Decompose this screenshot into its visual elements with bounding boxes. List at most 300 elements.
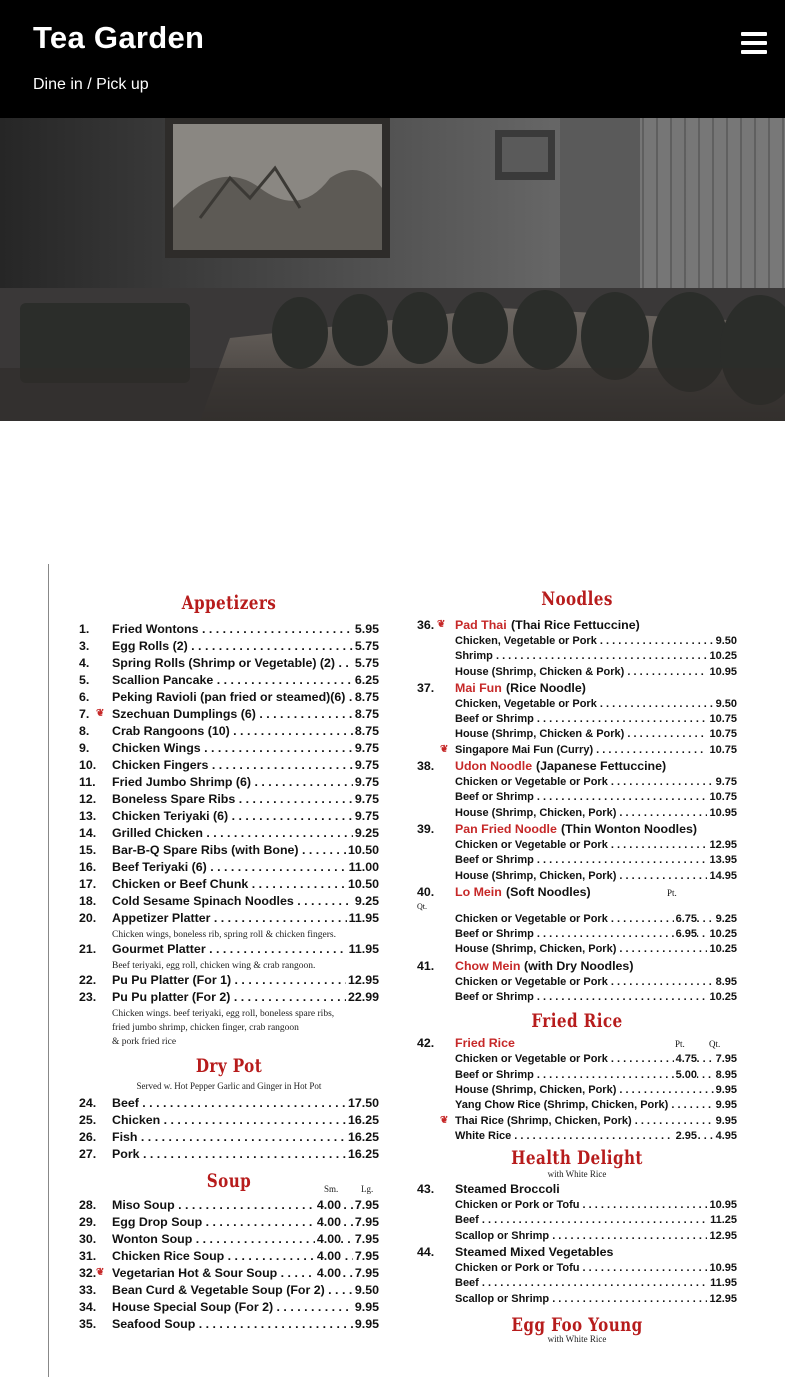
item-name: Pan Fried Noodle [455, 821, 557, 836]
item-subtitle: (Thai Rice Fettuccine) [511, 618, 640, 632]
menu-sub-row [417, 807, 737, 822]
item-name: Fish . . . [112, 1130, 379, 1144]
item-number: 5. [79, 673, 90, 687]
dining-room-image [0, 118, 785, 421]
item-price: 9.75 [354, 792, 379, 806]
item-name: Lo Mein [455, 884, 502, 899]
item-number: 14. [79, 826, 97, 840]
item-price-pint: 6.75 [675, 912, 697, 925]
item-price-pint: 5.00 [675, 1068, 697, 1081]
menu-sub-row [417, 1130, 737, 1145]
item-name: Thai Rice (Shrimp, Chicken, Pork) . . . [455, 1115, 737, 1127]
item-name: Steamed Mixed Vegetables [455, 1245, 614, 1260]
menu-item-row [417, 759, 737, 776]
item-number: 29. [79, 1215, 97, 1229]
item-name: House (Shrimp, Chicken, Pork) . . . [455, 943, 737, 955]
item-number: 41. [417, 958, 435, 973]
item-price-pint: 2.95 [675, 1129, 697, 1142]
item-name: Chicken or Vegetable or Pork . . . [455, 776, 737, 788]
menu-item-row [79, 690, 379, 707]
item-name: Chicken, Vegetable or Pork . . . [455, 698, 737, 710]
menu-sub-row [417, 870, 737, 885]
item-name: Chicken . . . [112, 1113, 379, 1127]
item-number: 40. [417, 884, 435, 899]
item-price: 16.25 [347, 1113, 379, 1127]
item-number: 22. [79, 973, 97, 987]
menu-sub-row [417, 744, 737, 759]
fried-rice-heading: Fried Rice [531, 1010, 623, 1033]
menu-sub-row [417, 635, 737, 650]
item-name: Chicken, Vegetable or Pork . . . [455, 635, 737, 647]
item-name: House (Shrimp, Chicken, Pork) . . . [455, 807, 737, 819]
item-name: Peking Ravioli (pan fried or steamed)(6) . . . [112, 690, 379, 704]
noodles-list [417, 618, 737, 1006]
menu-sub-row [417, 1099, 737, 1114]
item-number: 9. [79, 741, 90, 755]
item-description: Chicken wings. beef teriyaki, egg roll, boneless spare ribs, [112, 1009, 335, 1019]
item-name: Chicken Teriyaki (6) . . . [112, 809, 379, 823]
item-price: 14.95 [709, 869, 737, 882]
item-price: 8.95 [715, 1068, 737, 1081]
item-number: 43. [417, 1182, 435, 1197]
item-number: 13. [79, 809, 97, 823]
item-name: Beef or Shrimp . . . [455, 928, 737, 940]
item-price: 9.95 [715, 1099, 737, 1112]
item-price: 9.75 [715, 776, 737, 789]
item-price: 10.75 [709, 791, 737, 804]
pint-label: Pt. [667, 887, 677, 898]
item-price: 11.95 [710, 1277, 737, 1290]
item-name: Bean Curd & Vegetable Soup (For 2) . . . [112, 1283, 379, 1297]
menu-item-row [79, 656, 379, 673]
item-name: White Rice . . . [455, 1130, 737, 1142]
item-subtitle: (Japanese Fettuccine) [536, 759, 667, 774]
menu-item-row [79, 1266, 379, 1283]
item-name: Beef or Shrimp . . . [455, 1069, 737, 1081]
soup-heading: Soup [206, 1170, 252, 1192]
menu-sub-row [417, 698, 737, 713]
menu-item-row [79, 942, 379, 959]
appetizers-list [79, 622, 379, 1049]
menu-item-row [79, 1300, 379, 1317]
item-name: Crab Rangoons (10) . . . [112, 724, 379, 738]
item-name: Pu Pu Platter (For 1) . . . [112, 973, 379, 987]
menu-item-row [79, 1096, 379, 1113]
item-price-large: 9.95 [354, 1317, 379, 1331]
menu-sub-row [417, 791, 737, 806]
item-name: Pad Thai [455, 618, 507, 632]
item-price: 10.75 [709, 728, 737, 741]
fried-rice-list [417, 1053, 737, 1145]
item-name: Yang Chow Rice (Shrimp, Chicken, Pork) . . . [455, 1099, 737, 1111]
item-price-small: 4.00 [316, 1266, 341, 1280]
menu-item-row [79, 843, 379, 860]
item-number: 3. [79, 639, 90, 653]
menu-item-row [417, 959, 737, 976]
menu-item-row [79, 990, 379, 1007]
item-name: Beef or Shrimp . . . [455, 791, 737, 803]
item-number: 7. [79, 707, 90, 721]
item-name: Pu Pu platter (For 2) . . . [112, 990, 379, 1004]
item-price-large: 9.95 [354, 1300, 379, 1314]
menu-item-row [79, 1232, 379, 1249]
item-name: Grilled Chicken . . . [112, 826, 379, 840]
item-name: Chicken or Pork or Tofu . . . [455, 1262, 737, 1274]
menu-item-row [79, 1215, 379, 1232]
item-name: Beef or Shrimp . . . [455, 991, 737, 1003]
item-name: Vegetarian Hot & Sour Soup . . . [112, 1266, 379, 1280]
item-name: Fried Jumbo Shrimp (6) . . . [112, 775, 379, 789]
menu-sub-row [417, 928, 737, 943]
menu-sub-row [417, 650, 737, 665]
item-name: Cold Sesame Spinach Noodles . . . [112, 894, 379, 908]
item-name: House Special Soup (For 2) . . . [112, 1300, 379, 1314]
item-price-large: 9.50 [354, 1283, 379, 1297]
item-price-large: 7.95 [354, 1266, 379, 1280]
menu-item-row [79, 724, 379, 741]
item-price-small: 4.00 [316, 1198, 341, 1212]
item-name: Chicken or Vegetable or Pork . . . [455, 1053, 737, 1065]
item-name: Chicken or Pork or Tofu . . . [455, 1199, 737, 1211]
menu-sub-row [417, 976, 737, 991]
menu-item-row [79, 622, 379, 639]
item-number: 10. [79, 758, 97, 772]
egg-foo-young-heading: Egg Foo Young [511, 1313, 643, 1336]
item-number: 35. [79, 1317, 97, 1331]
item-number: 37. [417, 680, 435, 695]
item-name: Chicken or Vegetable or Pork . . . [455, 913, 737, 925]
item-name: Appetizer Platter . . . [112, 911, 379, 925]
fried-rice-qt-label: Qt. [709, 1039, 721, 1050]
item-price: 10.95 [709, 1199, 737, 1212]
item-number: 21. [79, 942, 97, 956]
item-name: House (Shrimp, Chicken, Pork) . . . [455, 870, 737, 882]
menu-sub-row [417, 1230, 737, 1245]
item-name: Scallop or Shrimp . . . [455, 1230, 737, 1242]
item-price-small: 4.00 [316, 1215, 341, 1229]
soup-list [79, 1198, 379, 1334]
item-number: 38. [417, 759, 435, 774]
menu-sub-row [417, 1214, 737, 1229]
menu-item-row [417, 1245, 737, 1262]
menu-sub-row [417, 991, 737, 1006]
menu-item-row [79, 775, 379, 792]
item-name: Seafood Soup . . . [112, 1317, 379, 1331]
item-price: 17.50 [347, 1096, 379, 1110]
item-name: Singapore Mai Fun (Curry) . . . [455, 744, 737, 756]
hot-pepper-icon: ❦ [437, 619, 446, 630]
health-delight-note: with White Rice [547, 1169, 607, 1180]
appetizers-heading: Appetizers [181, 592, 277, 614]
item-price: 10.95 [709, 1262, 737, 1275]
site-title[interactable]: Tea Garden [33, 20, 205, 55]
item-price: 10.25 [709, 991, 737, 1004]
item-price: 8.75 [354, 724, 379, 738]
hot-pepper-icon: ❦ [96, 1267, 105, 1278]
menu-sub-row [417, 943, 737, 958]
item-price: 10.50 [347, 877, 379, 891]
item-price: 22.99 [347, 990, 379, 1004]
item-name: Shrimp . . . [455, 650, 737, 662]
item-name: Fried Wontons . . . [112, 622, 379, 636]
item-number: 15. [79, 843, 97, 857]
item-description: Beef teriyaki, egg roll, chicken wing & crab rangoon. [112, 961, 316, 971]
menu-sub-row [417, 1053, 737, 1068]
menu-sub-row [417, 713, 737, 728]
health-delight-heading: Health Delight [511, 1147, 643, 1170]
menu-sub-row [417, 1115, 737, 1130]
item-number: 39. [417, 821, 435, 836]
item-name: House (Shrimp, Chicken & Pork) . . . [455, 728, 737, 740]
hot-pepper-icon: ❦ [440, 743, 449, 755]
menu-item-row [79, 1147, 379, 1164]
menu-item-row [79, 758, 379, 775]
item-price: 12.95 [709, 1229, 737, 1242]
hot-pepper-icon: ❦ [96, 708, 105, 719]
item-price-small: 4.00 [316, 1232, 341, 1246]
item-name: Chicken Rice Soup . . . [112, 1249, 379, 1263]
item-price: 12.95 [347, 973, 379, 987]
item-price: 11.00 [348, 860, 379, 874]
item-number: 6. [79, 690, 90, 704]
fried-rice-name: Fried Rice [455, 1036, 515, 1051]
item-price-large: 7.95 [354, 1198, 379, 1212]
item-price: 9.75 [354, 775, 379, 789]
noodles-heading: Noodles [541, 588, 613, 610]
item-number: 26. [79, 1130, 97, 1144]
menu-item-row [79, 1249, 379, 1266]
item-name: Pork . . . [112, 1147, 379, 1161]
item-subtitle: (Thin Wonton Noodles) [561, 821, 698, 836]
item-number: 16. [79, 860, 97, 874]
item-price: 12.95 [709, 838, 737, 851]
menu-sub-row [417, 1199, 737, 1214]
item-price: 9.75 [354, 809, 379, 823]
item-price: 10.95 [709, 665, 737, 678]
item-price: 4.95 [715, 1129, 737, 1142]
item-name: Beef Teriyaki (6) . . . [112, 860, 379, 874]
item-price-large: 7.95 [354, 1232, 379, 1246]
menu-item-row [79, 1130, 379, 1147]
item-price: 9.75 [354, 758, 379, 772]
item-price: 10.75 [709, 713, 737, 726]
menu-item-row [79, 707, 379, 724]
item-price: 5.95 [354, 622, 379, 636]
menu-item-row [79, 911, 379, 928]
item-name: Beef . . . [455, 1277, 737, 1289]
item-name: Beef or Shrimp . . . [455, 854, 737, 866]
item-price: 11.25 [710, 1214, 737, 1227]
menu-item-row [79, 973, 379, 990]
item-number: 28. [79, 1198, 97, 1212]
item-number: 33. [79, 1283, 97, 1297]
dry-pot-note: Served w. Hot Pepper Garlic and Ginger in Hot Pot [136, 1081, 322, 1091]
item-price: 10.25 [709, 928, 737, 941]
item-number: 23. [79, 990, 97, 1004]
item-price-large: 7.95 [354, 1249, 379, 1263]
item-price: 10.25 [709, 943, 737, 956]
item-price: 12.95 [709, 1292, 737, 1305]
item-name: Miso Soup . . . [112, 1198, 379, 1212]
item-price: 9.25 [354, 826, 379, 840]
item-name: Szechuan Dumplings (6) . . . [112, 707, 379, 721]
item-number: 30. [79, 1232, 97, 1246]
item-price: 10.25 [709, 650, 737, 663]
item-name: Chicken or Vegetable or Pork . . . [455, 839, 737, 851]
dry-pot-list [79, 1096, 379, 1164]
item-price: 11.95 [348, 942, 379, 956]
item-price: 9.50 [715, 635, 737, 647]
menu-item-row [79, 639, 379, 656]
menu-item-row [79, 1317, 379, 1334]
item-number: 4. [79, 656, 90, 670]
item-price: 16.25 [347, 1147, 379, 1161]
menu-item-row [417, 618, 737, 635]
menu-item-row [417, 822, 737, 839]
item-description: & pork fried rice [112, 1037, 177, 1047]
item-price: 16.25 [347, 1130, 379, 1144]
item-name: Scallop or Shrimp . . . [455, 1293, 737, 1305]
item-name: Chicken or Beef Chunk . . . [112, 877, 379, 891]
item-name: Beef . . . [455, 1214, 737, 1226]
item-name: Chicken Wings . . . [112, 741, 379, 755]
item-price: 8.95 [715, 975, 737, 988]
item-number: 8. [79, 724, 90, 738]
menu-item-row [79, 741, 379, 758]
item-name: Mai Fun [455, 680, 502, 695]
item-price: 11.95 [348, 911, 379, 925]
item-name: Gourmet Platter . . . [112, 942, 379, 956]
item-price-pint: 4.75 [675, 1053, 697, 1066]
item-number: 1. [79, 622, 90, 636]
item-price: 9.25 [354, 894, 379, 908]
item-number: 17. [79, 877, 97, 891]
item-name: Spring Rolls (Shrimp or Vegetable) (2) . . . [112, 656, 379, 670]
item-subtitle: (Rice Noodle) [506, 680, 586, 695]
item-number: 34. [79, 1300, 97, 1314]
item-price: 7.95 [715, 1053, 737, 1066]
menu-item-row [79, 894, 379, 911]
fried-rice-pt-label: Pt. [675, 1039, 685, 1050]
menu-sub-row [417, 839, 737, 854]
item-price: 5.75 [354, 656, 379, 670]
site-tagline: Dine in / Pick up [33, 76, 149, 93]
site-header [0, 0, 785, 118]
menu-item-row [79, 826, 379, 843]
item-name: Scallion Pancake . . . [112, 673, 379, 687]
hot-pepper-icon: ❦ [440, 1114, 449, 1126]
item-number: 24. [79, 1096, 97, 1110]
item-price: 9.25 [715, 912, 737, 925]
soup-heading-row [79, 1164, 379, 1198]
item-price: 13.95 [709, 854, 737, 867]
menu-sub-row [417, 776, 737, 791]
menu-sub-row [417, 913, 737, 928]
item-price: 9.95 [715, 1114, 737, 1127]
item-price: 6.25 [354, 673, 379, 687]
menu-sub-row [417, 728, 737, 743]
menu-item-row [79, 1283, 379, 1300]
item-description: Chicken wings, boneless rib, spring roll & chicken fingers. [112, 930, 337, 940]
soup-size-large-label: Lg. [361, 1184, 374, 1194]
item-name: Chow Mein [455, 958, 521, 973]
item-price: 10.75 [709, 743, 737, 756]
item-number: 32. [79, 1266, 97, 1280]
menu-item-row [79, 673, 379, 690]
item-name: Beef or Shrimp . . . [455, 713, 737, 725]
menu-item-row [79, 1113, 379, 1130]
menu-sub-row [417, 1262, 737, 1277]
item-number: 44. [417, 1245, 435, 1260]
egg-foo-young-note: with White Rice [547, 1333, 607, 1344]
item-name: House (Shrimp, Chicken, Pork) . . . [455, 1084, 737, 1096]
menu-item-row [79, 792, 379, 809]
menu-sub-row [417, 854, 737, 869]
item-price-large: 7.95 [354, 1215, 379, 1229]
item-description: fried jumbo shrimp, chicken finger, crab rangoon [112, 1023, 299, 1033]
item-subtitle: (with Dry Noodles) [524, 958, 634, 973]
menu-sub-row [417, 1084, 737, 1099]
item-price: 9.75 [354, 741, 379, 755]
fried-rice-number: 42. [417, 1036, 435, 1051]
menu-sub-row [417, 1277, 737, 1292]
item-number: 12. [79, 792, 97, 806]
item-name: Beef . . . [112, 1096, 379, 1110]
item-number: 18. [79, 894, 97, 908]
item-number: 27. [79, 1147, 97, 1161]
menu-item-row [79, 860, 379, 877]
menu-item-row [417, 885, 737, 902]
item-name: Chicken or Vegetable or Pork . . . [455, 976, 737, 988]
item-number: 11. [79, 775, 96, 789]
menu-item-row [79, 1198, 379, 1215]
item-price-small: 4.00 [316, 1249, 341, 1263]
item-price: 10.95 [709, 806, 737, 819]
menu-sub-row [417, 666, 737, 681]
item-number: 36. [417, 618, 435, 632]
menu-left-column [79, 564, 379, 1334]
health-delight-list [417, 1182, 737, 1308]
hamburger-menu-icon[interactable] [741, 32, 767, 54]
fried-rice-header [417, 1036, 737, 1053]
hero-dining-room-photo [0, 118, 785, 421]
quart-label: Qt. [417, 901, 427, 911]
soup-size-small-label: Sm. [324, 1184, 339, 1194]
item-subtitle: (Soft Noodles) [506, 884, 591, 899]
menu-item-row [417, 681, 737, 698]
item-name: Wonton Soup . . . [112, 1232, 379, 1246]
item-price: 8.75 [354, 707, 379, 721]
item-name: Boneless Spare Ribs . . . [112, 792, 379, 806]
menu-item-row [79, 877, 379, 894]
item-number: 25. [79, 1113, 97, 1127]
item-number: 20. [79, 911, 97, 925]
dry-pot-heading: Dry Pot [195, 1055, 263, 1077]
item-name: Bar-B-Q Spare Ribs (with Bone) . . . [112, 843, 379, 857]
item-name: House (Shrimp, Chicken & Pork) . . . [455, 666, 737, 678]
item-price: 9.50 [715, 697, 737, 710]
item-price: 8.75 [354, 690, 379, 704]
menu-page-image [48, 564, 785, 1377]
item-price: 10.50 [347, 843, 379, 857]
menu-sub-row [417, 1069, 737, 1084]
item-name: Egg Drop Soup . . . [112, 1215, 379, 1229]
item-name: Steamed Broccoli [455, 1182, 560, 1197]
menu-item-row [79, 809, 379, 826]
item-name: Udon Noodle [455, 759, 533, 774]
item-price-pint: 6.95 [675, 928, 697, 941]
menu-sub-row [417, 1293, 737, 1308]
